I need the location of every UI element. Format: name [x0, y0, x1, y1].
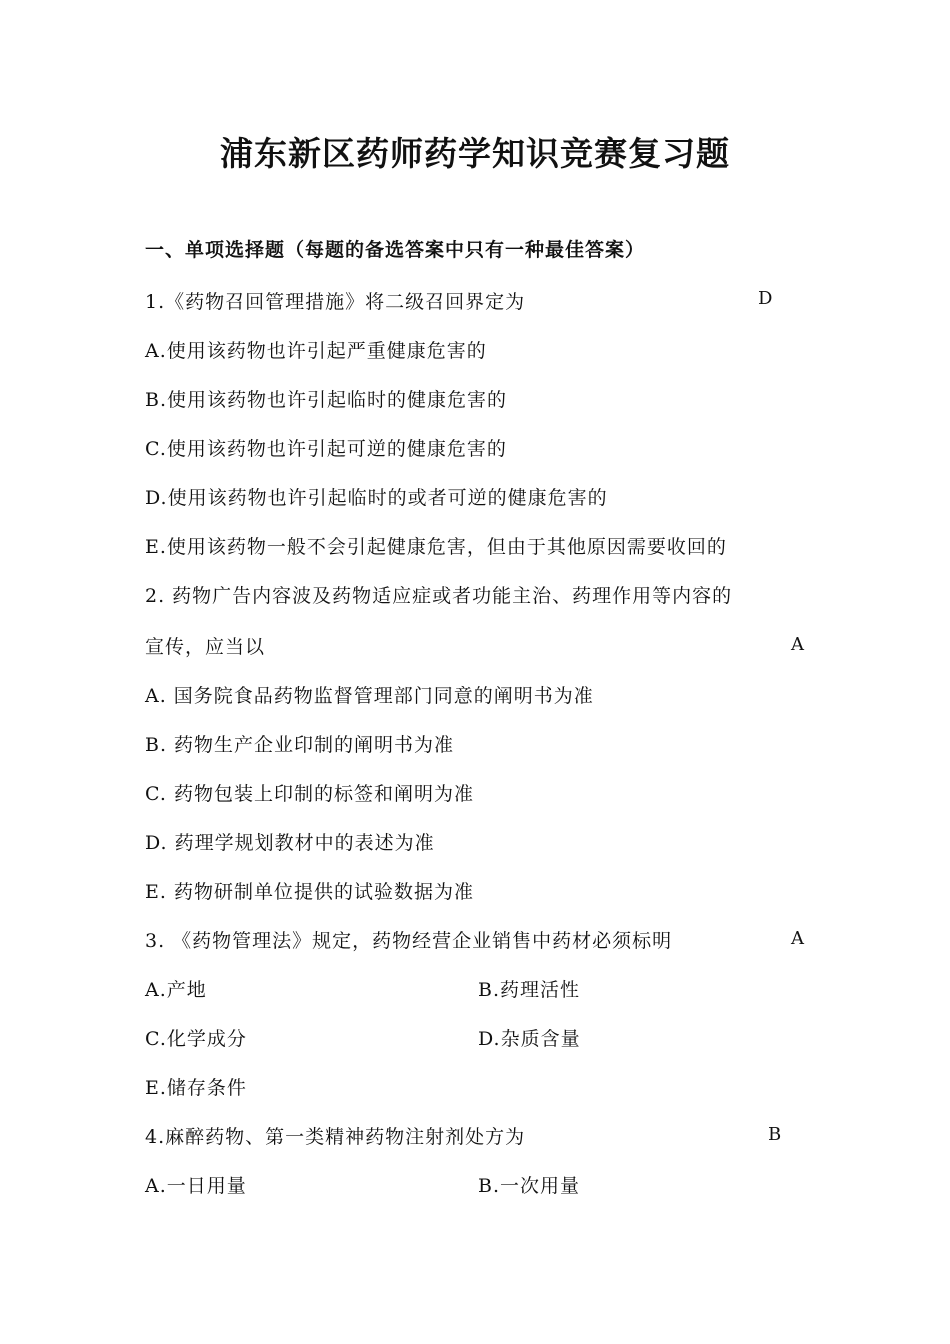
- question-4-option-b: B.一次用量: [478, 1175, 581, 1197]
- section-heading: 一、单项选择题（每题的备选答案中只有一种最佳答案）: [145, 239, 646, 261]
- question-2-option-d: D. 药理学规划教材中的表述为准: [145, 832, 435, 854]
- question-2-answer: A: [791, 634, 804, 655]
- question-1-option-d: D.使用该药物也许引起临时的或者可逆的健康危害的: [145, 487, 608, 509]
- question-2-option-c: C. 药物包装上印制的标签和阐明为准: [145, 783, 474, 805]
- question-4-answer: B: [768, 1124, 782, 1145]
- question-4-stem: 4.麻醉药物、第一类精神药物注射剂处方为: [145, 1126, 526, 1148]
- document-title: 浦东新区药师药学知识竞赛复习题: [220, 134, 730, 173]
- question-2-stem-line-2: 宣传，应当以: [145, 636, 266, 658]
- question-1-option-c: C.使用该药物也许引起可逆的健康危害的: [145, 438, 507, 460]
- question-4-option-a: A.一日用量: [145, 1175, 247, 1197]
- question-3-stem: 3. 《药物管理法》规定，药物经营企业销售中药材必须标明: [145, 930, 673, 952]
- question-3-option-b: B.药理活性: [478, 979, 581, 1001]
- question-3-option-c: C.化学成分: [145, 1028, 247, 1050]
- question-2-option-b: B. 药物生产企业印制的阐明书为准: [145, 734, 455, 756]
- question-3-option-a: A.产地: [145, 979, 207, 1001]
- question-2-option-a: A. 国务院食品药物监督管理部门同意的阐明书为准: [145, 685, 594, 707]
- question-1-option-e: E.使用该药物一般不会引起健康危害，但由于其他原因需要收回的: [145, 536, 727, 558]
- question-3-option-d: D.杂质含量: [478, 1028, 581, 1050]
- question-3-answer: A: [791, 928, 804, 949]
- question-1-option-a: A.使用该药物也许引起严重健康危害的: [145, 340, 487, 362]
- question-1-option-b: B.使用该药物也许引起临时的健康危害的: [145, 389, 508, 411]
- question-1-answer: D: [758, 288, 773, 309]
- question-3-option-e: E.储存条件: [145, 1077, 247, 1099]
- question-2-option-e: E. 药物研制单位提供的试验数据为准: [145, 881, 474, 903]
- question-1-stem: 1.《药物召回管理措施》将二级召回界定为: [145, 291, 526, 313]
- question-2-stem-line-1: 2. 药物广告内容波及药物适应症或者功能主治、药理作用等内容的: [145, 585, 733, 607]
